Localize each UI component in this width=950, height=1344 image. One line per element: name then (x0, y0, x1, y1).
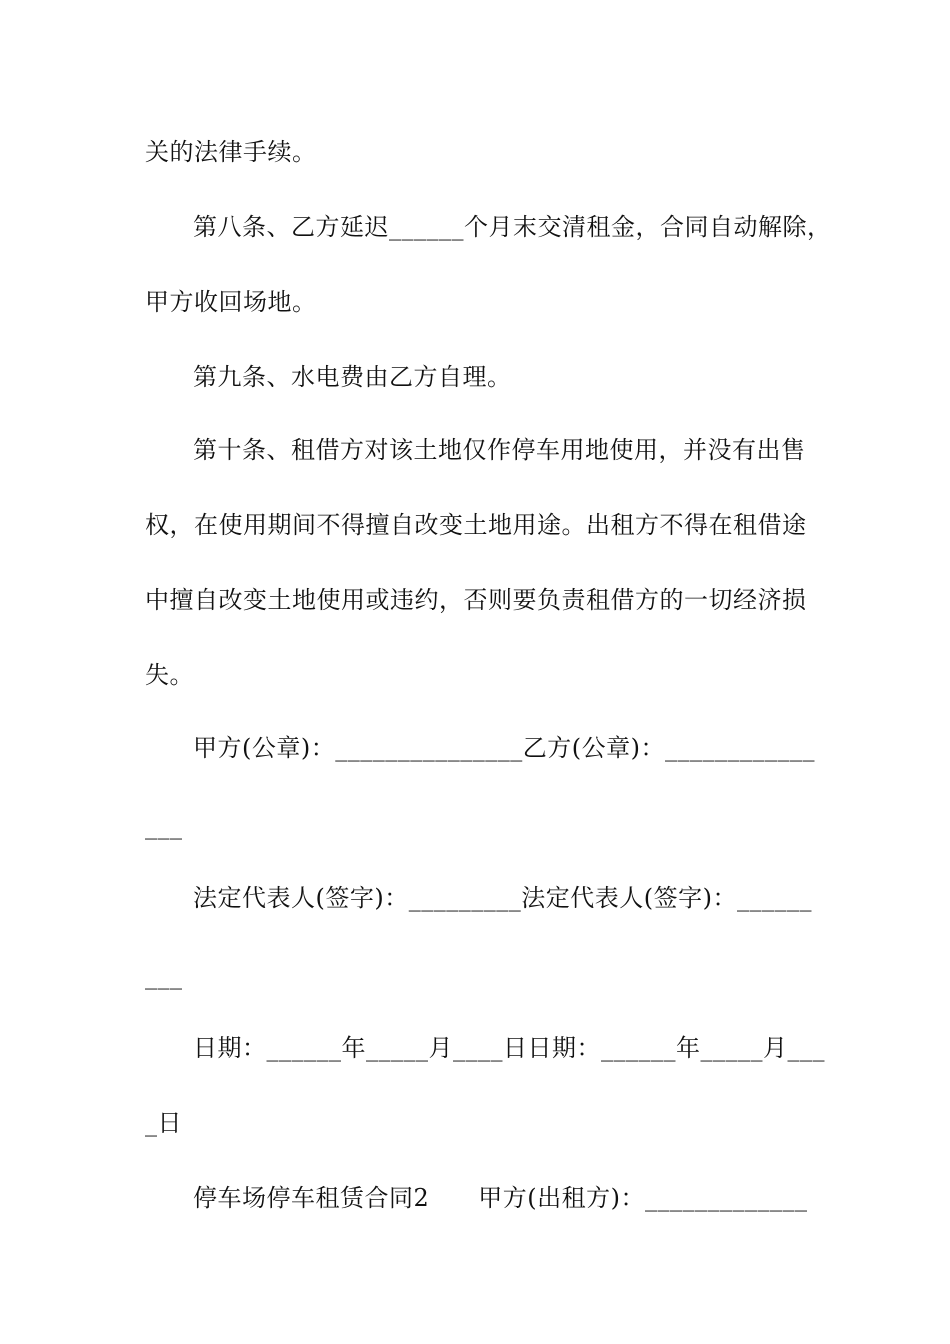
text-line: ___ (145, 812, 183, 840)
text-line: ___ (145, 962, 183, 990)
text-line: 第十条、租借方对该土地仅作停车用地使用，并没有出售 (193, 436, 806, 464)
text-line: 中擅自改变土地使用或违约，否则要负责租借方的一切经济损 (145, 586, 807, 614)
text-line: 第八条、乙方延迟______个月末交清租金，合同自动解除， (193, 213, 832, 241)
text-line: 甲方收回场地。 (145, 288, 317, 316)
text-line: 权，在使用期间不得擅自改变土地用途。出租方不得在租借途 (145, 511, 807, 539)
text-line: 关的法律手续。 (145, 138, 317, 166)
signature-line-seal: 甲方(公章)：_______________乙方(公章)：____________ (193, 734, 815, 762)
text-line: 失。 (145, 661, 194, 689)
section-heading: 停车场停车租赁合同2 甲方(出租方)：_____________ (193, 1184, 808, 1212)
date-line: 日期：______年_____月____日日期：______年_____月___ (193, 1034, 825, 1062)
text-line: 第九条、水电费由乙方自理。 (193, 363, 512, 391)
text-line: _日 (145, 1109, 182, 1137)
signature-line-representative: 法定代表人(签字)：_________法定代表人(签字)：______ (193, 884, 812, 912)
